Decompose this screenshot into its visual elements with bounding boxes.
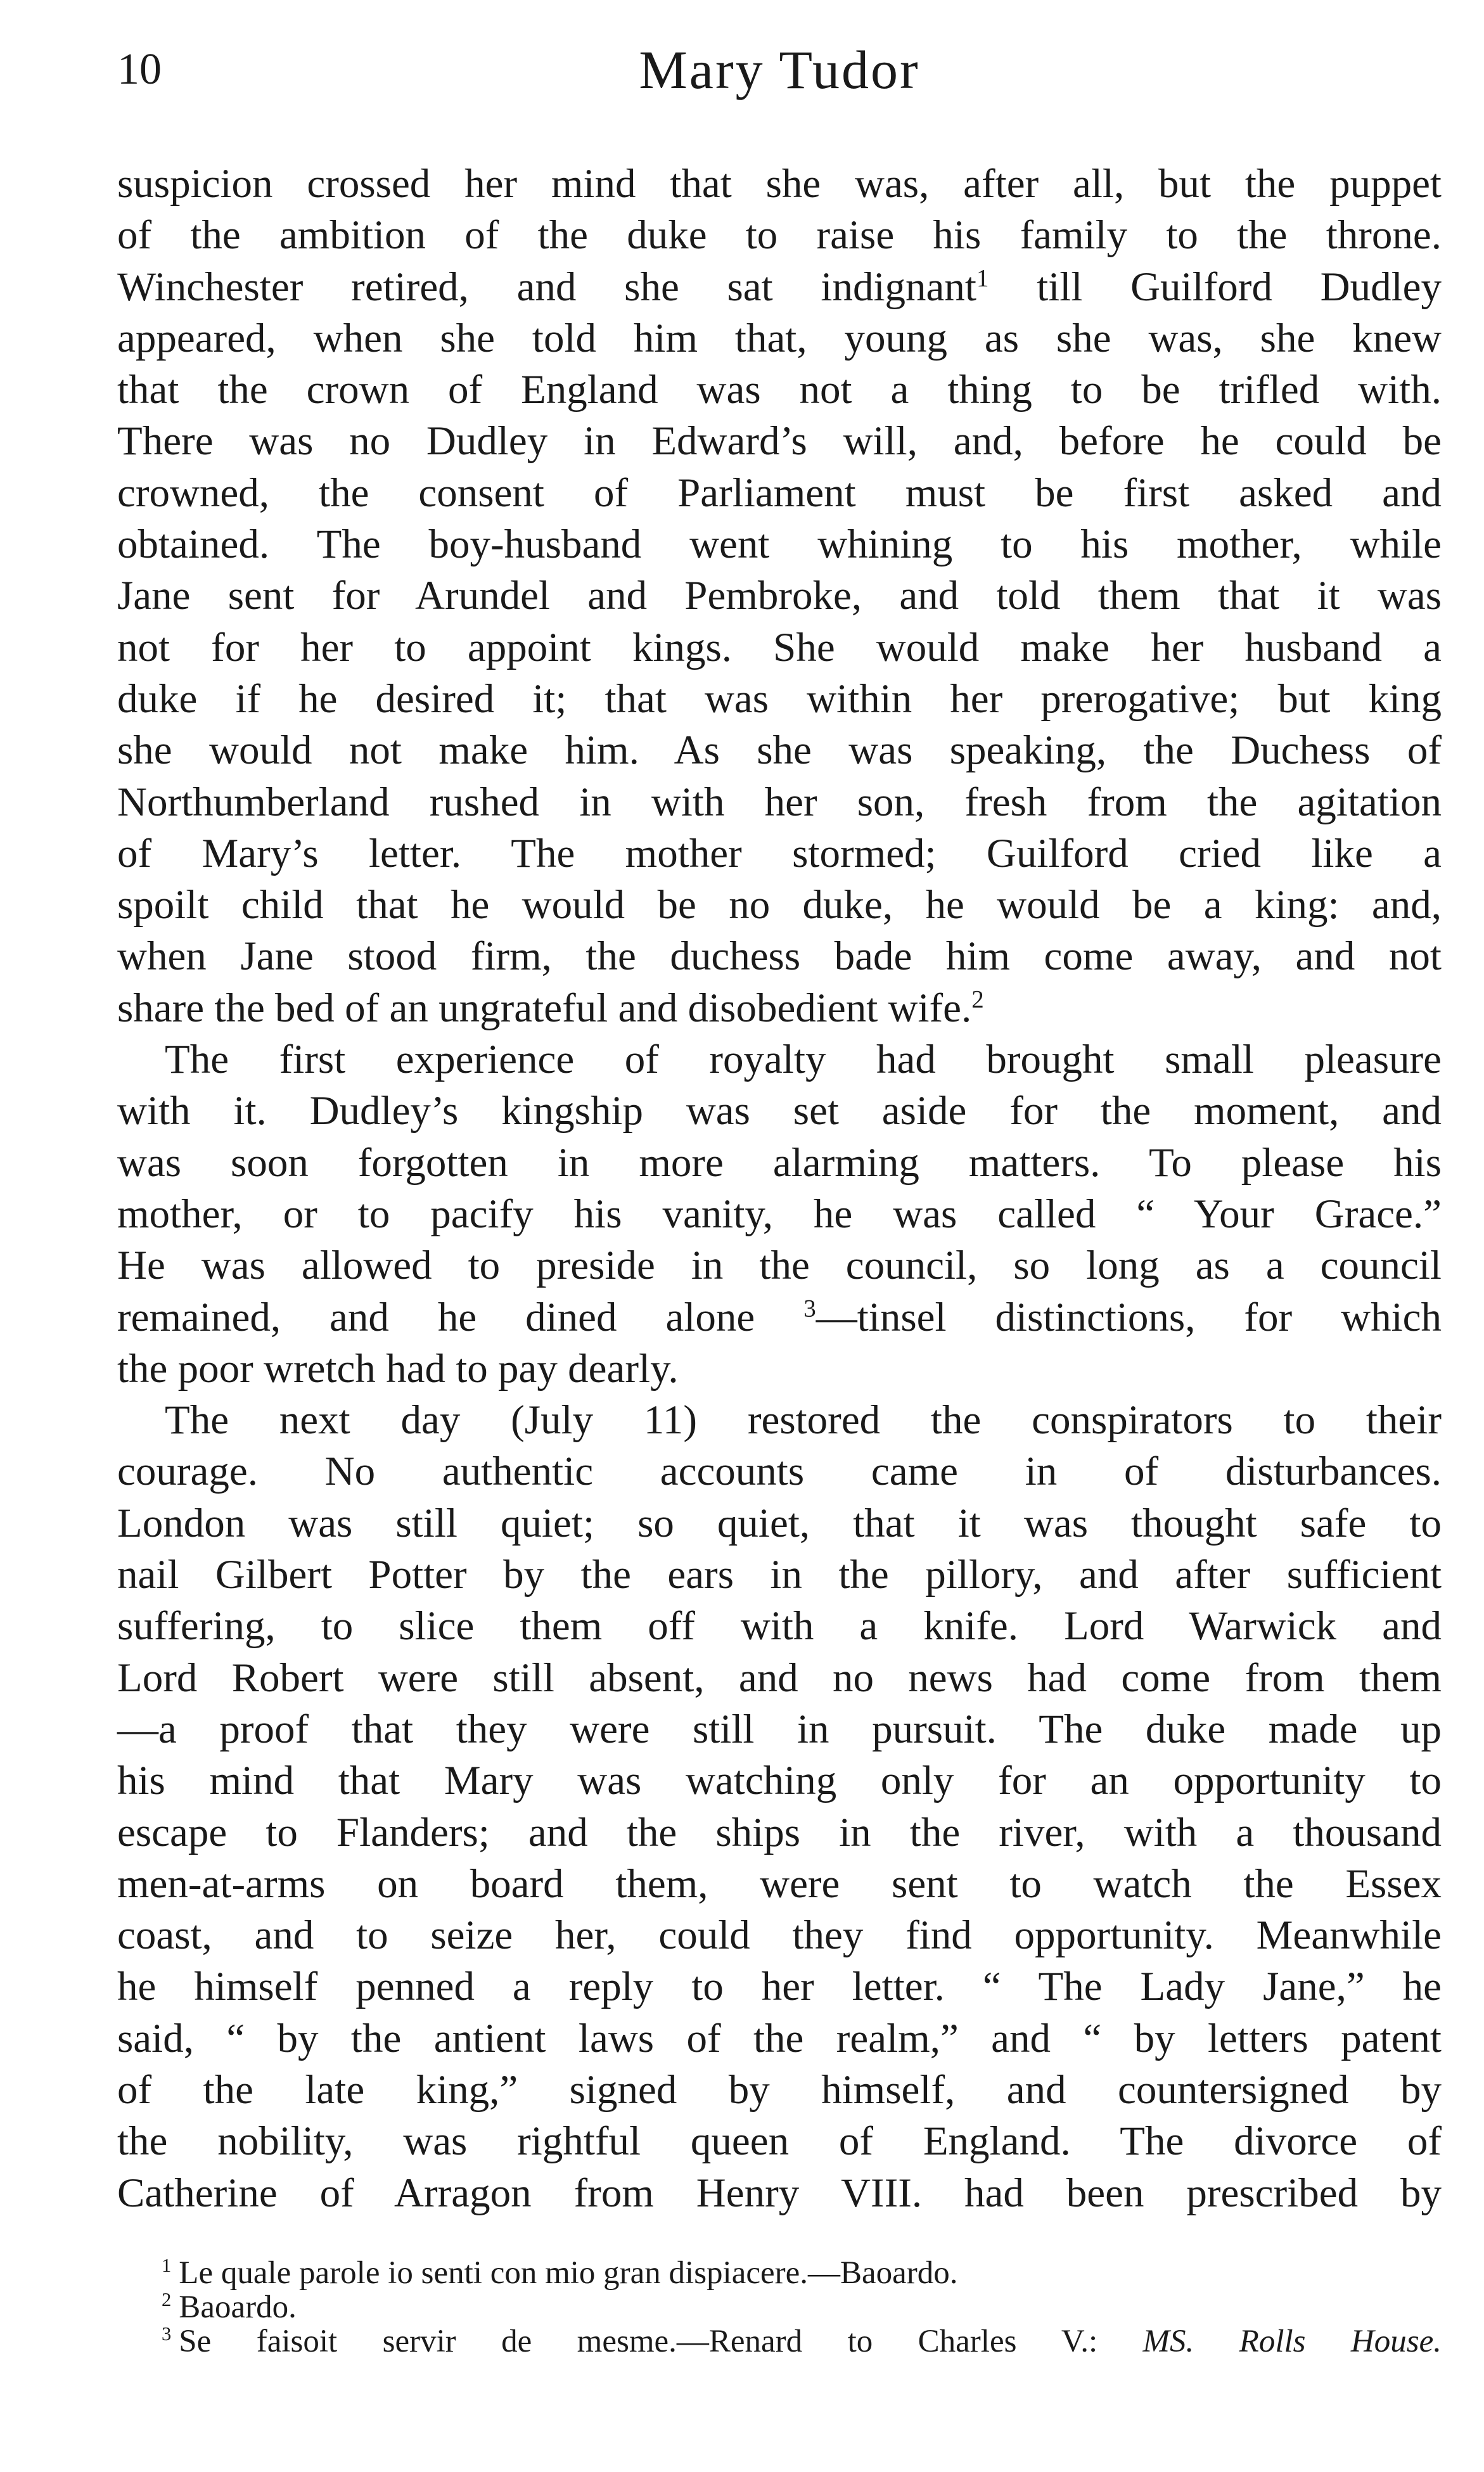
footnote-mark: 1 bbox=[162, 2254, 172, 2276]
footnote-text: Se faisoit servir de mesme.—Renard to Charles V.: bbox=[179, 2323, 1098, 2359]
text-line: Lord Robert were still absent, and no news had come from them bbox=[117, 1655, 1442, 1701]
text-line: —a proof that they were still in pursuit. The duke made up bbox=[117, 1706, 1442, 1752]
text-line: when Jane stood firm, the duchess bade him come away, and not bbox=[117, 933, 1442, 980]
footnotes bbox=[117, 2256, 1442, 2359]
text-line: the poor wretch had to pay dearly. bbox=[117, 1345, 679, 1392]
text-line: appeared, when she told him that, young as she was, she knew bbox=[117, 315, 1442, 361]
text-line: his mind that Mary was watching only for an opportunity to bbox=[117, 1758, 1442, 1804]
text-line: coast, and to seize her, could they find opportunity. Meanwhile bbox=[117, 1912, 1442, 1959]
text-line: There was no Dudley in Edward’s will, and, before he could be bbox=[117, 418, 1442, 464]
text-fragment: till Guilford Dudley bbox=[1037, 264, 1442, 310]
text-line: The first experience of royalty had brought small pleasure bbox=[165, 1037, 1442, 1083]
footnote bbox=[117, 2256, 1442, 2290]
footnote-mark: 2 bbox=[162, 2288, 172, 2310]
text-line: Catherine of Arragon from Henry VIII. had been prescribed by bbox=[117, 2170, 1442, 2216]
text-fragment: —tinsel distinctions, for which bbox=[816, 1294, 1442, 1340]
text-line: of Mary’s letter. The mother stormed; Guilford cried like a bbox=[117, 830, 1442, 876]
footnote-mark: 3 bbox=[162, 2322, 172, 2345]
running-title: Mary Tudor bbox=[639, 39, 920, 100]
text-line: of the late king,” signed by himself, and countersigned by bbox=[117, 2066, 1442, 2113]
text-line: courage. No authentic accounts came in of disturbances. bbox=[117, 1449, 1442, 1495]
text-line bbox=[117, 1292, 1442, 1343]
text-fragment: Winchester retired, and she sat indignant bbox=[117, 264, 976, 310]
text-line: The next day (July 11) restored the conspirators to their bbox=[165, 1397, 1442, 1444]
text-line: escape to Flanders; and the ships in the river, with a thousand bbox=[117, 1809, 1442, 1855]
text-line: London was still quiet; so quiet, that it was thought safe to bbox=[117, 1500, 1442, 1546]
text-line: crowned, the consent of Parliament must be first asked and bbox=[117, 470, 1442, 516]
footnote-source: MS. Rolls House. bbox=[1142, 2323, 1442, 2359]
footnote bbox=[117, 2324, 1442, 2359]
text-line: mother, or to pacify his vanity, he was called “ Your Grace.” bbox=[117, 1191, 1442, 1237]
text-line: men-at-arms on board them, were sent to watch the Essex bbox=[117, 1860, 1442, 1907]
footnote-text: Baoardo. bbox=[179, 2289, 297, 2325]
text-line: he himself penned a reply to her letter. “ The Lady Jane,” he bbox=[117, 1964, 1442, 2010]
text-line: Northumberland rushed in with her son, fresh from the agitation bbox=[117, 779, 1442, 825]
text-line: with it. Dudley’s kingship was set aside for the moment, and bbox=[117, 1088, 1442, 1134]
page-header bbox=[117, 35, 1442, 108]
text-line: she would not make him. As she was speaking, the Duchess of bbox=[117, 727, 1442, 774]
text-line: was soon forgotten in more alarming matters. To please his bbox=[117, 1139, 1442, 1186]
text-line: of the ambition of the duke to raise his family to the throne. bbox=[117, 212, 1442, 259]
text-line: said, “ by the antient laws of the realm,” and “ by letters patent bbox=[117, 2015, 1442, 2061]
text-line bbox=[117, 983, 1442, 1034]
text-line: obtained. The boy-husband went whining to his mother, while bbox=[117, 522, 1442, 568]
text-line bbox=[117, 262, 1442, 313]
text-line: duke if he desired it; that was within her prerogative; but king bbox=[117, 676, 1442, 722]
text-fragment: remained, and he dined alone bbox=[117, 1294, 755, 1340]
text-line: suspicion crossed her mind that she was, after all, but the puppet bbox=[117, 161, 1442, 207]
text-line: nail Gilbert Potter by the ears in the pillory, and after sufficient bbox=[117, 1552, 1442, 1598]
text-line: suffering, to slice them off with a knife. Lord Warwick and bbox=[117, 1603, 1442, 1649]
text-line: spoilt child that he would be no duke, he would be a king: and, bbox=[117, 882, 1442, 928]
text-line: not for her to appoint kings. She would make her husband a bbox=[117, 624, 1442, 670]
text-fragment: share the bed of an ungrateful and disobedient wife. bbox=[117, 985, 972, 1031]
text-line: Jane sent for Arundel and Pembroke, and told them that it was bbox=[117, 573, 1442, 619]
book-page bbox=[117, 35, 1442, 2359]
footnote-ref: 2 bbox=[971, 985, 984, 1013]
page-number: 10 bbox=[117, 45, 162, 94]
text-line: He was allowed to preside in the council, so long as a council bbox=[117, 1243, 1442, 1289]
footnote-ref: 1 bbox=[976, 264, 989, 291]
main-text bbox=[117, 158, 1442, 2219]
footnote-ref: 3 bbox=[803, 1294, 816, 1322]
text-line: that the crown of England was not a thing to be trifled with. bbox=[117, 367, 1442, 413]
footnote-text: Le quale parole io senti con mio gran dispiacere.—Baoardo. bbox=[179, 2255, 958, 2291]
footnote bbox=[117, 2290, 1442, 2324]
text-line: the nobility, was rightful queen of England. The divorce of bbox=[117, 2118, 1442, 2165]
